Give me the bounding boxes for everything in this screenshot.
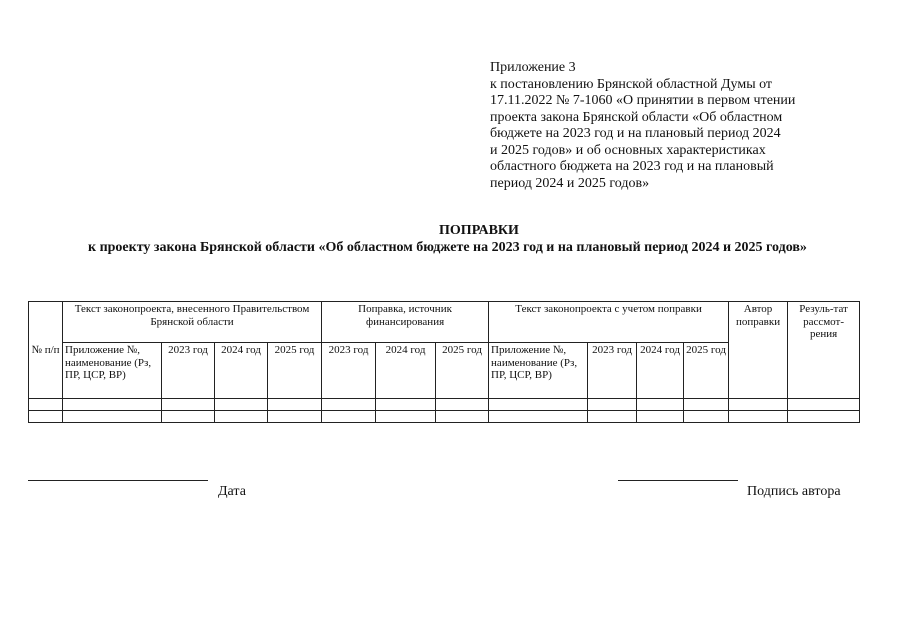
appendix-line: 17.11.2022 № 7-1060 «О принятии в первом чтении <box>490 93 796 108</box>
appendix-line: и 2025 годов» и об основных характеристиках <box>490 142 766 158</box>
appendix-line: Приложение 3 <box>490 60 576 75</box>
result-appendix-header: Приложение №, наименование (Рз, ПР, ЦСР, ВР) <box>489 343 588 399</box>
table-row <box>29 399 860 411</box>
appendix-block <box>490 60 850 192</box>
amendments-table <box>28 301 860 423</box>
num-header: № п/п <box>29 302 63 399</box>
author-header: Автор поправки <box>729 302 788 399</box>
table-row <box>29 411 860 423</box>
original-year-header: 2025 год <box>268 343 322 399</box>
author-signature-label: Подпись автора <box>747 484 841 499</box>
amendment-year-header: 2023 год <box>322 343 376 399</box>
appendix-line: областного бюджета на 2023 год и на плановый <box>490 159 774 174</box>
result-year-header: 2024 год <box>637 343 684 399</box>
result-text-group-header: Текст законопроекта с учетом поправки <box>489 302 729 343</box>
result-year-header: 2023 год <box>588 343 637 399</box>
date-label: Дата <box>218 484 246 499</box>
document-subtitle: к проекту закона Брянской области «Об областном бюджете на 2023 год и на плановый период 2024 и 2025 годов» <box>88 240 807 255</box>
date-signature-line <box>28 480 208 481</box>
amendment-year-header: 2025 год <box>436 343 489 399</box>
original-year-header: 2023 год <box>162 343 215 399</box>
result-year-header: 2025 год <box>684 343 729 399</box>
appendix-line: период 2024 и 2025 годов» <box>490 175 650 191</box>
amendment-group-header: Поправка, источник финансирования <box>322 302 489 343</box>
author-signature-line <box>618 480 738 481</box>
review-result-header: Резуль-тат рассмот-рения <box>788 302 860 399</box>
amendment-year-header: 2024 год <box>376 343 436 399</box>
appendix-line: к постановлению Брянской областной Думы от <box>490 76 773 92</box>
appendix-line: бюджете на 2023 год и на плановый период 2024 <box>490 126 781 141</box>
original-text-group-header: Текст законопроекта, внесенного Правительством Брянской области <box>63 302 322 343</box>
original-year-header: 2024 год <box>215 343 268 399</box>
appendix-line: проекта закона Брянской области «Об областном <box>490 109 783 125</box>
document-title: ПОПРАВКИ <box>439 223 519 238</box>
original-appendix-header: Приложение №, наименование (Рз, ПР, ЦСР, ВР) <box>63 343 162 399</box>
